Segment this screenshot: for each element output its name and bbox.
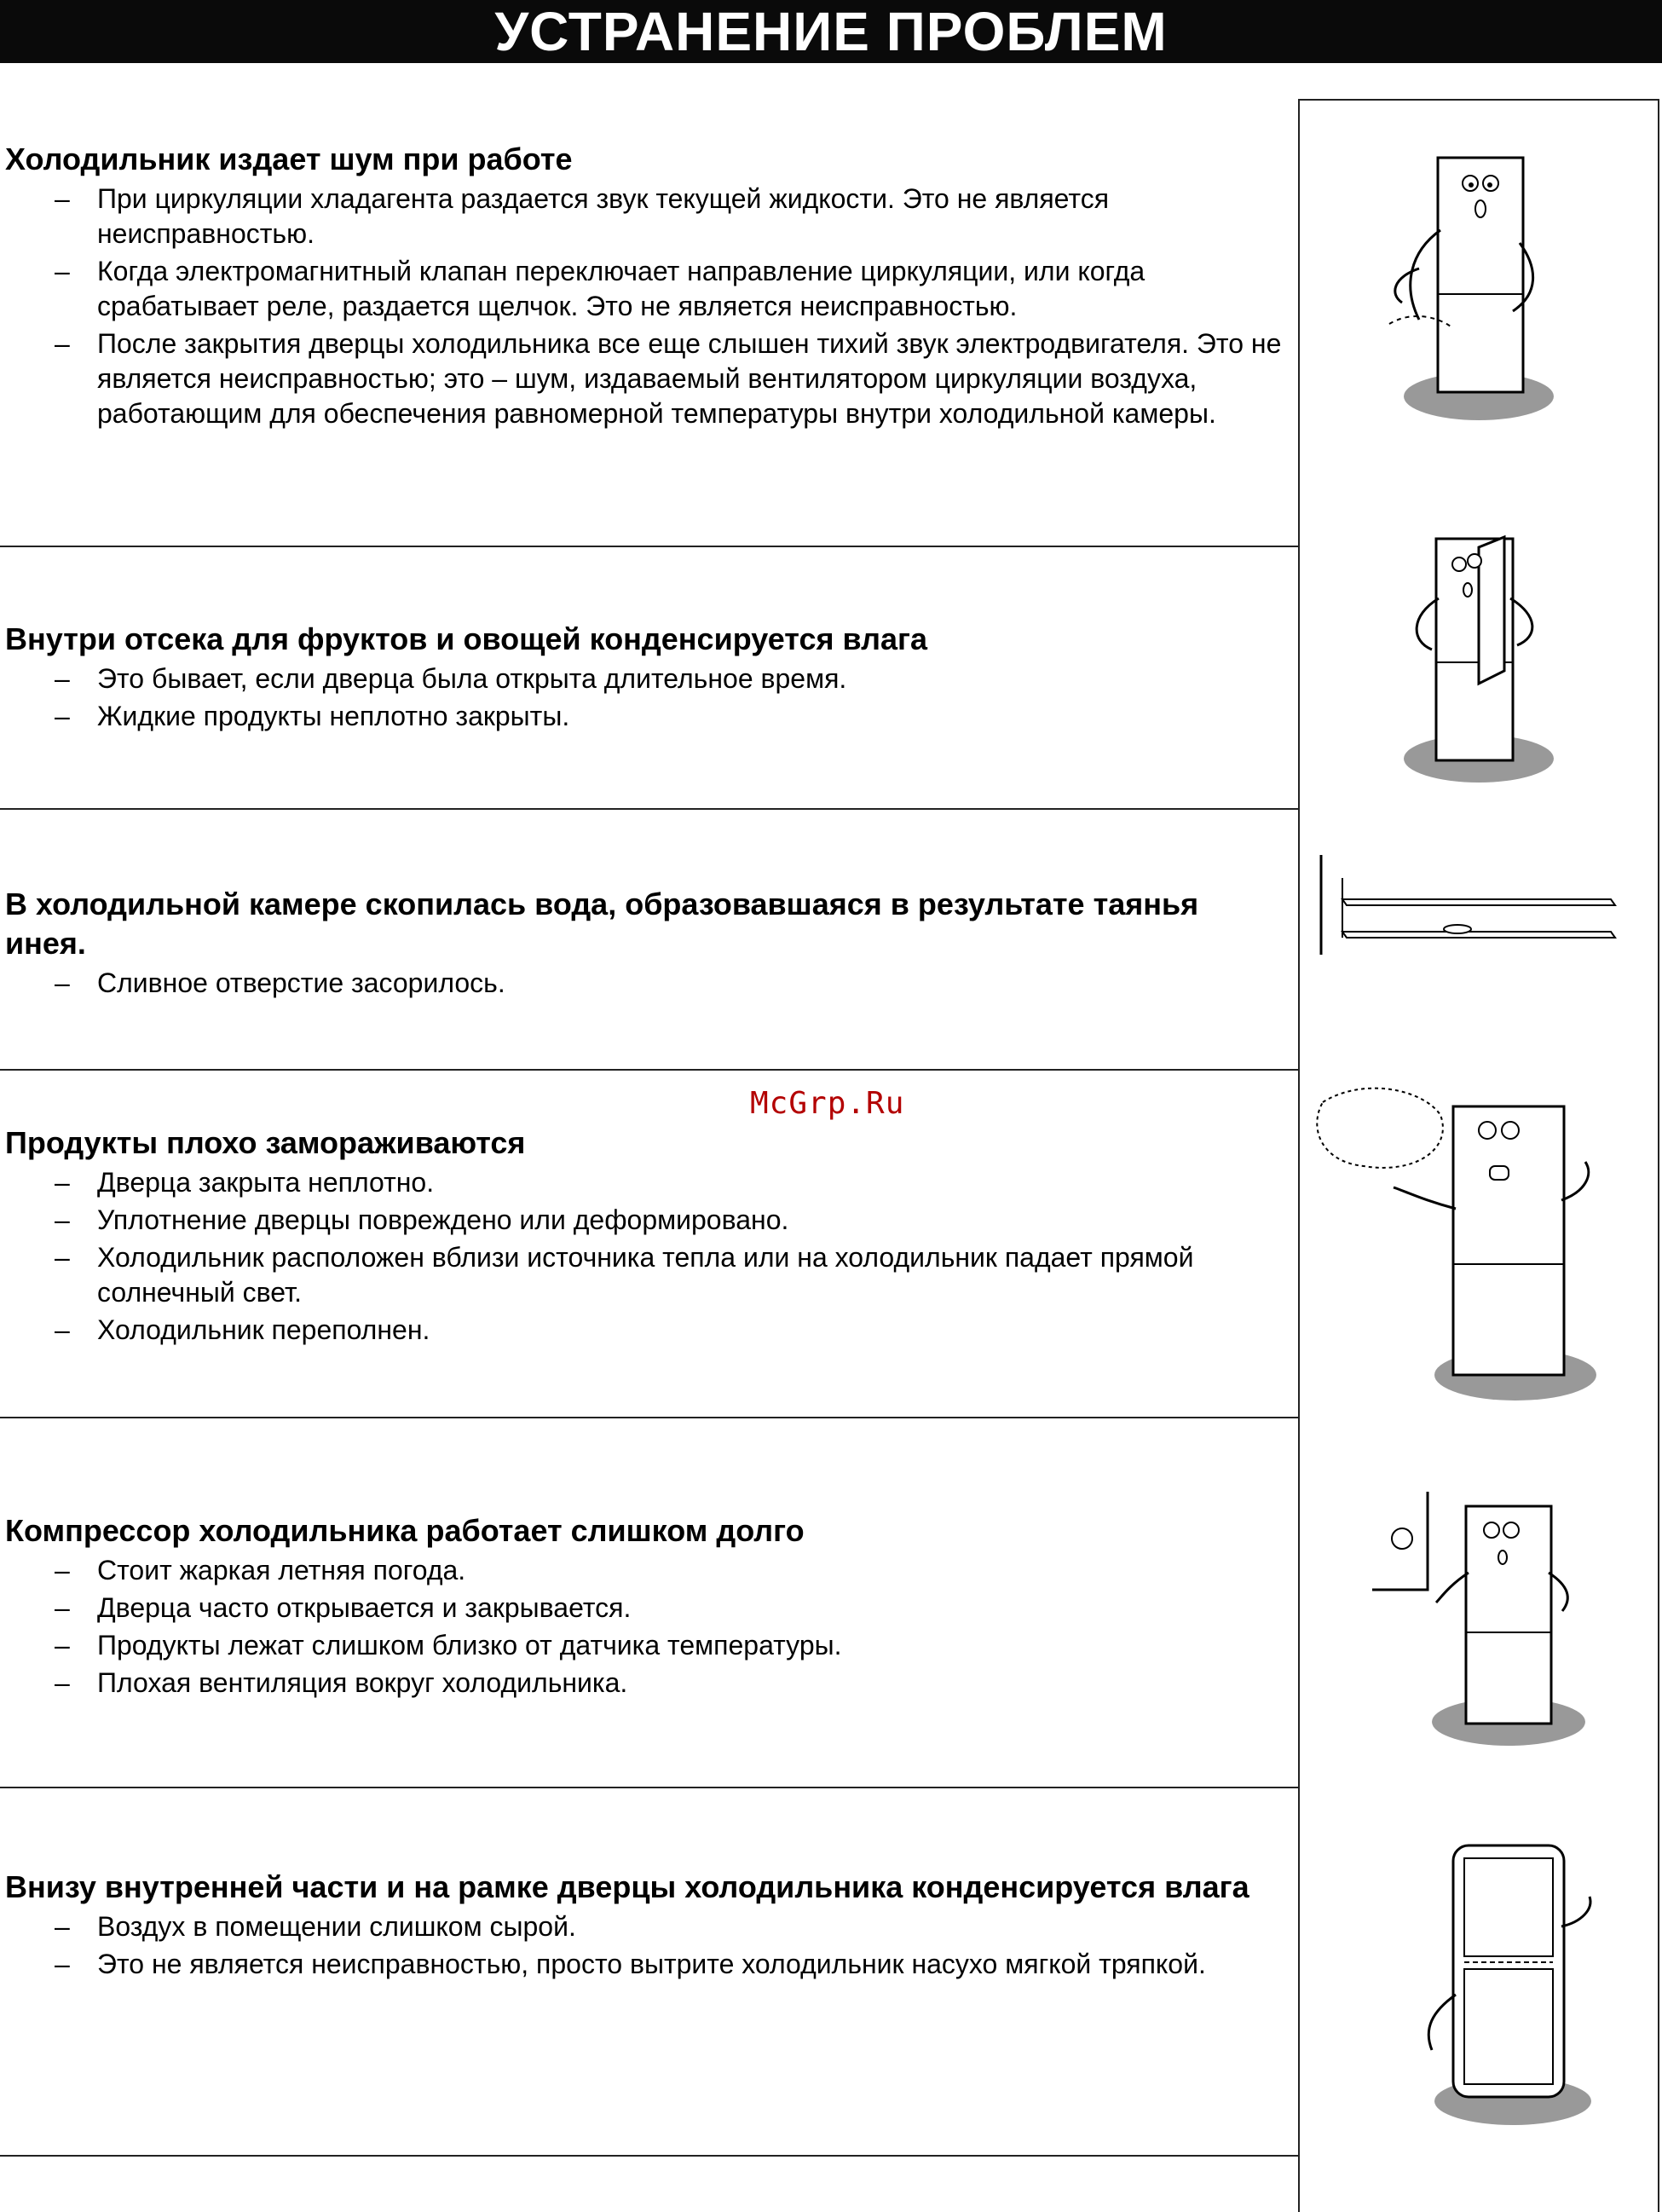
list-item: – Это бывает, если дверца была открыта длительное время. [5,661,1284,696]
watermark: McGrp.Ru [750,1086,905,1121]
list-item: – Дверца закрыта неплотно. [5,1165,1284,1200]
list-item: – Сливное отверстие засорилось. [5,966,1284,1001]
list-item: – Уплотнение дверцы повреждено или деформировано. [5,1203,1284,1238]
section-title: Холодильник издает шум при работе [5,141,573,176]
section-divider [0,1069,1298,1071]
section-divider [0,1417,1298,1418]
list-item: – Дверца часто открывается и закрывается. [5,1591,1284,1626]
shelves-illustration [1317,852,1624,959]
section-freezing [5,1123,1284,1348]
bullet-list [5,966,1284,1001]
list-item: – Холодильник расположен вблизи источника тепла или на холодильник падает прямой солнечный свет. [5,1240,1284,1310]
section-door-condensation [5,1868,1284,1982]
list-item: – Плохая вентиляция вокруг холодильника. [5,1666,1284,1701]
list-item: – Стоит жаркая летняя погода. [5,1553,1284,1588]
fridge-worried-illustration [1313,1081,1611,1413]
section-title: В холодильной камере скопилась вода, образовавшаяся в результате таянья инея. [5,887,1199,961]
list-item: – Продукты лежат слишком близко от датчика температуры. [5,1628,1284,1663]
list-item: – После закрытия дверцы холодильника все еще слышен тихий звук электродвигателя. Это не является неисправностью; это – шум, издаваемый вентилятором циркуляции воздуха, работающим для обеспечения равномерной температуры внутри холодильной камеры. [5,326,1284,431]
section-divider [0,2155,1298,2157]
bullet-list [5,1553,1284,1701]
bullet-list [5,182,1284,431]
list-item: – Воздух в помещении слишком сырой. [5,1909,1284,1944]
list-item: – Холодильник переполнен. [5,1313,1284,1348]
section-water [5,885,1284,1001]
bullet-list [5,1909,1284,1982]
section-divider [0,546,1298,547]
section-noise [5,140,1284,431]
bullet-list [5,1165,1284,1348]
section-divider [0,808,1298,810]
fridge-listening-illustration [1385,149,1555,422]
section-compressor [5,1511,1284,1701]
bullet-list [5,661,1284,734]
section-vegetable-condensation [5,620,1284,734]
list-item: – Это не является неисправностью, просто вытрите холодильник насухо мягкой тряпкой. [5,1947,1284,1982]
section-title: Внизу внутренней части и на рамке дверцы холодильника конденсируется влага [5,1869,1249,1904]
page-title: УСТРАНЕНИЕ ПРОБЛЕМ [0,0,1662,63]
section-title: Компрессор холодильника работает слишком долго [5,1513,805,1548]
section-divider [0,1787,1298,1788]
fridge-window-illustration [1368,1487,1590,1769]
list-item: – Жидкие продукты неплотно закрыты. [5,699,1284,734]
fridge-open-door-illustration [1398,530,1560,794]
fridge-interior-illustration [1406,1841,1611,2131]
list-item: – При циркуляции хладагента раздается звук текущей жидкости. Это не является неисправностью. [5,182,1284,251]
list-item: – Когда электромагнитный клапан переключает направление циркуляции, или когда срабатывает реле, раздается щелчок. Это не является неисправностью. [5,254,1284,324]
section-title: Внутри отсека для фруктов и овощей конденсируется влага [5,621,928,656]
section-title: Продукты плохо замораживаются [5,1125,526,1160]
